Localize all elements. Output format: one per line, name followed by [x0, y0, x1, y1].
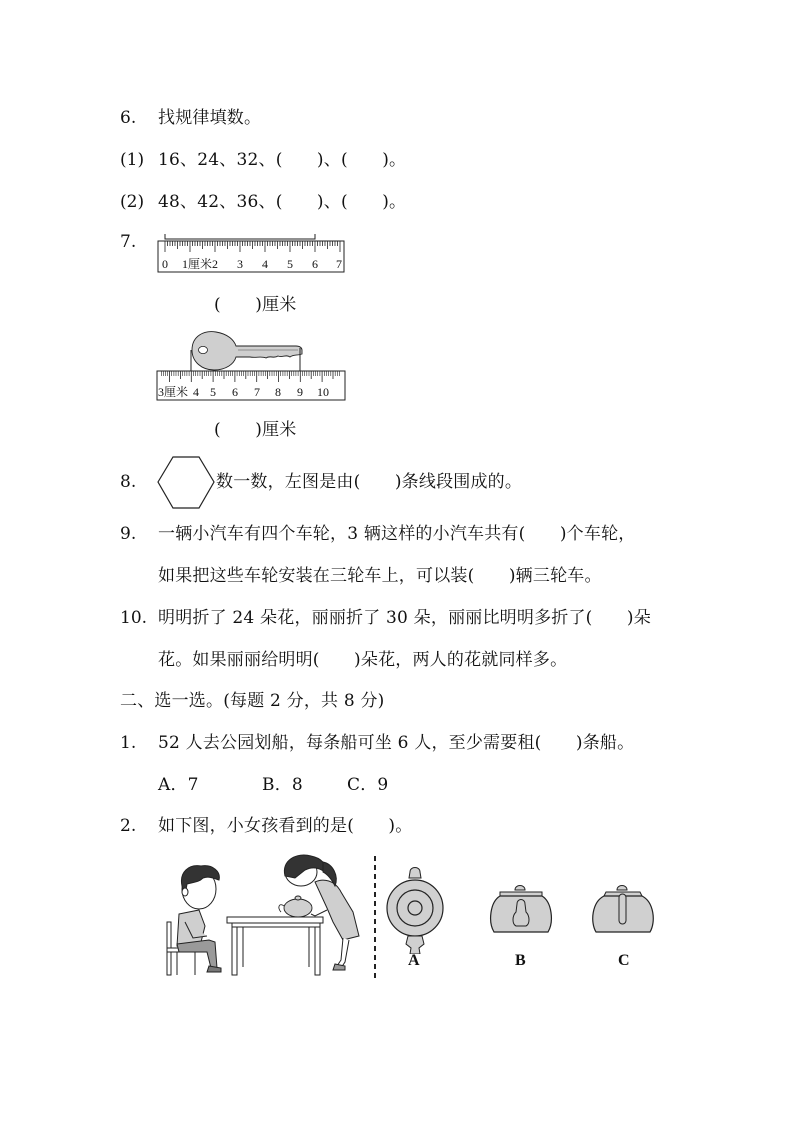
question-text: 数一数，左图是由( )条线段围成的。 [216, 472, 523, 492]
ruler-1-tick-0: 0 [162, 257, 168, 271]
sub-label: (1) [120, 150, 145, 170]
ruler-2-tick-4: 4 [193, 385, 199, 399]
question-number: 6. [120, 108, 137, 128]
ruler-1-tick-7: 7 [336, 257, 342, 271]
option-b-label[interactable]: B [515, 952, 526, 969]
question-text: 52 人去公园划船，每条船可坐 6 人，至少需要租( )条船。 [158, 733, 635, 753]
question-text-line-2: 如果把这些车轮安装在三轮车上，可以装( )辆三轮车。 [158, 566, 602, 586]
ruler-2-tick-7: 7 [254, 385, 260, 399]
key-icon [192, 332, 302, 370]
sub-label: (2) [120, 192, 145, 212]
hexagon-icon [156, 455, 216, 511]
ruler-2-tick-5: 5 [210, 385, 216, 399]
question-number: 7. [120, 232, 137, 252]
option-b-teapot-front-view[interactable] [488, 882, 554, 934]
question-number: 8. [120, 472, 137, 492]
sequence-1: 16、24、32、( )、( )。 [158, 150, 407, 170]
option-c-label[interactable]: C [618, 952, 630, 969]
question-number: 2. [120, 816, 137, 836]
option-c-teapot-side-view[interactable] [590, 882, 656, 934]
ruler-2-tick-6: 6 [232, 385, 238, 399]
ruler-1-tick-2: 2 [212, 257, 218, 271]
ruler-2-tick-3: 3厘米 [157, 385, 189, 399]
option-c[interactable]: C．9 [347, 775, 389, 795]
ruler-1-answer: ( )厘米 [214, 295, 297, 315]
ruler-2-tick-9: 9 [297, 385, 303, 399]
teapot-icon [279, 896, 312, 917]
ruler-1-tick-6: 6 [312, 257, 318, 271]
ruler-1 [157, 232, 347, 274]
question-text-line-1: 一辆小汽车有四个车轮，3 辆这样的小汽车共有( )个车轮， [158, 524, 636, 544]
scene-illustration [155, 852, 385, 982]
ruler-2-answer: ( )厘米 [214, 420, 297, 440]
boy-icon [167, 866, 221, 975]
question-prompt: 找规律填数。 [158, 108, 262, 128]
question-text: 如下图，小女孩看到的是( )。 [158, 816, 413, 836]
option-b[interactable]: B．8 [262, 775, 303, 795]
ruler-1-tick-4: 4 [262, 257, 268, 271]
ruler-1-tick-3: 3 [237, 257, 243, 271]
ruler-1-tick-5: 5 [287, 257, 293, 271]
option-a-label[interactable]: A [408, 952, 420, 969]
ruler-2-tick-10: 10 [317, 385, 329, 399]
ruler-2-with-key [156, 328, 348, 402]
ruler-1-tick-1: 1厘米 [181, 257, 213, 271]
sequence-2: 48、42、36、( )、( )。 [158, 192, 407, 212]
option-a[interactable]: A．7 [158, 775, 199, 795]
question-text-line-1: 明明折了 24 朵花，丽丽折了 30 朵，丽丽比明明多折了( )朵 [158, 608, 651, 628]
question-text-line-2: 花。如果丽丽给明明( )朵花，两人的花就同样多。 [158, 650, 568, 670]
question-number: 9. [120, 524, 137, 544]
question-number: 1. [120, 733, 137, 753]
section-title: 二、选一选。(每题 2 分，共 8 分) [120, 691, 385, 711]
ruler-2-tick-8: 8 [275, 385, 281, 399]
question-number: 10. [120, 608, 148, 628]
table-icon [227, 917, 323, 975]
option-a-teapot-top-view[interactable] [383, 864, 447, 954]
